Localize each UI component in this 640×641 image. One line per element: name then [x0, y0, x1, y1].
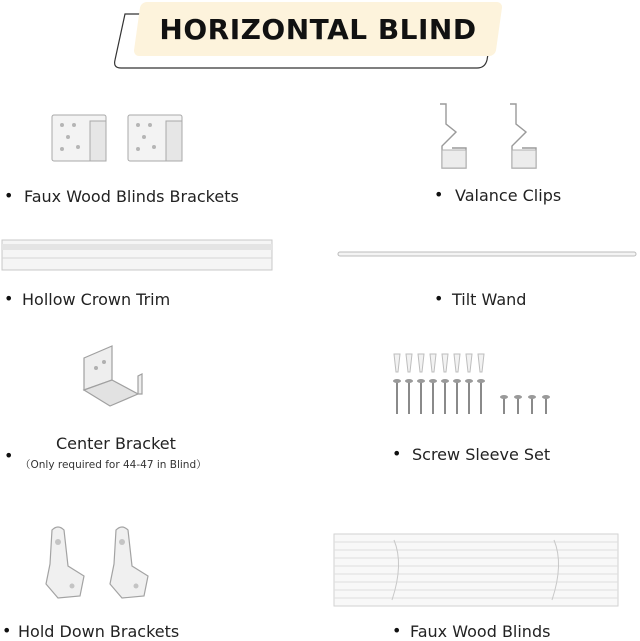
item-label-tilt-wand: Tilt Wand [452, 290, 527, 309]
item-label-faux-wood-blinds: Faux Wood Blinds [410, 622, 551, 641]
item-label-screw-sleeve: Screw Sleeve Set [412, 445, 551, 464]
bullet: • [2, 621, 12, 640]
center-bracket-icon [78, 344, 144, 414]
crown-trim-icon [2, 238, 274, 272]
item-label-hold-down-brackets: Hold Down Brackets [18, 622, 180, 641]
bullet: • [434, 289, 444, 308]
page-title: HORIZONTAL BLIND [159, 12, 477, 46]
blinds-icon [334, 534, 620, 608]
bullet: • [4, 186, 14, 205]
item-label-center-bracket: Center Bracket [56, 434, 176, 453]
bullet: • [392, 444, 402, 463]
bullet: • [4, 289, 14, 308]
bullet: • [4, 446, 14, 465]
hold-down-bracket-icon [40, 524, 154, 602]
valance-clip-icon [432, 102, 544, 172]
bracket-icon [50, 113, 190, 165]
bullet: • [392, 621, 402, 640]
item-label-crown-trim: Hollow Crown Trim [22, 290, 171, 309]
item-label-valance-clips: Valance Clips [455, 186, 562, 205]
tilt-wand-icon [338, 250, 638, 258]
item-note-center-bracket: （Only required for 44-47 in Blind） [20, 459, 207, 471]
screw-icon [390, 352, 550, 418]
item-label-brackets: Faux Wood Blinds Brackets [24, 187, 239, 206]
bullet: • [434, 185, 444, 204]
